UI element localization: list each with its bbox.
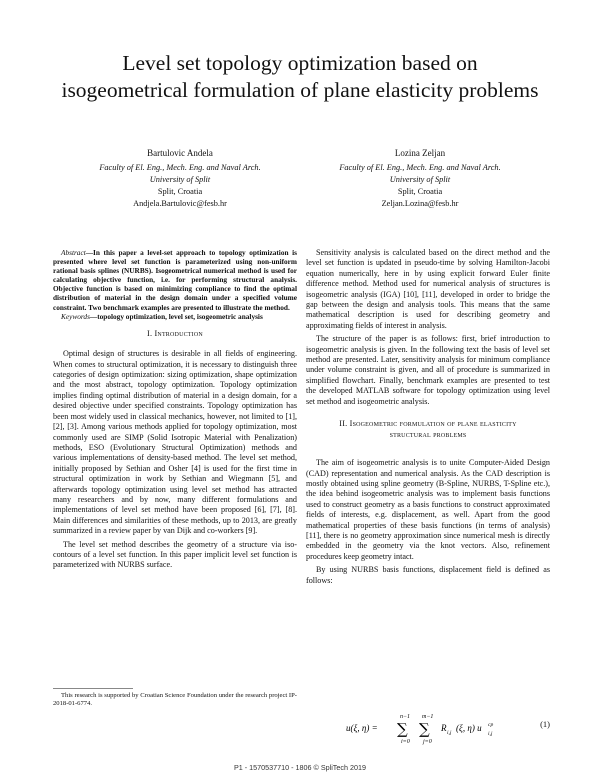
author-name: Bartulovic Andela <box>147 148 213 158</box>
section-title-line2: structural problems <box>389 429 467 439</box>
author-affiliation: Faculty of El. Eng., Mech. Eng. and Naval Arch. <box>99 163 261 172</box>
author-location: Split, Croatia <box>397 187 443 196</box>
paragraph: Sensitivity analysis is calculated based on the direct method and the level set function is updated in pseudo-time by solving Hamilton-Jacobi equation numerically, here in by using explicit forward Euler finite difference method. Method used for numerical analysis of structures is isogeometric analysis (IGA) [10], [11], developed in order to bridge the gap between the design and analysis tools. This means that the same mathematical description is used for describing geometry and approximating fields of interest in analysis. <box>306 248 550 330</box>
paragraph: By using NURBS basis functions, displacement field is defined as follows: <box>306 565 550 585</box>
footnote <box>53 692 297 708</box>
eq-sum2-sign: ∑ <box>419 720 430 738</box>
author-university: University of Split <box>149 175 211 184</box>
keywords <box>53 312 297 321</box>
author-block-2 <box>300 147 540 210</box>
author-name: Lozina Zeljan <box>394 148 446 158</box>
eq-term-sub: i,j <box>447 730 452 736</box>
section-heading-isogeometric <box>306 419 550 440</box>
eq-sum2-lower: j=0 <box>423 739 432 745</box>
keywords-text: topology optimization, level set, isogeometric analysis <box>97 311 263 321</box>
author-location: Split, Croatia <box>157 187 203 196</box>
section-title: Isogeometric formulation of plane elasticity <box>349 419 517 429</box>
section-heading-introduction <box>53 329 297 340</box>
section-numeral: I. <box>147 328 153 338</box>
right-column <box>306 248 550 589</box>
eq-sum2-upper: m−1 <box>422 714 434 720</box>
keywords-dash: — <box>89 311 98 321</box>
eq-term-args: (ξ, η) u <box>456 723 482 733</box>
equation-1 <box>306 710 550 746</box>
eq-sum1-upper: n−1 <box>400 714 411 720</box>
abstract-dash: — <box>85 248 94 257</box>
author-email[interactable]: Zeljan.Lozina@fesb.hr <box>381 199 459 208</box>
footnote-rule <box>53 688 133 689</box>
paper-title: Level set topology optimization based on isogeometrical formulation of plane elasticity problems <box>61 51 539 102</box>
paragraph: Optimal design of structures is desirable in all fields of engineering. When comes to structural optimization, it is necessary to distinguish three categories of design optimization: sizing optimization, shape optimization and the most abstract, topology optimization. Topology optimization implies finding optimal distribution of material in a design domain, for a desired objective under specified constraints. Topology optimization has been most widely used in classical mechanics, however, not limited to [1], [2], [3]. Among various methods applied for topology optimization, most commonly used are SIMP (Solid Isotropic Material with Penalization) methods, ESO (Evolutionary Structural Optimization) methods and various implementations of density-based method. The level set method, initially proposed by Sethian and Osher [4] is used for the first time in structural optimization in work by Sethian and Wiegmann [5], and afterwards topology optimization using level set method has attracted many researchers and by now, many different formulations and implementations of level set method have been proposed [6], [7], [8]. Main differences and similarities of these methods, up to 2013, are greatly summarized in a review paper by van Dijk and co-workers [9]. <box>53 349 297 536</box>
eq-u-sup: cp <box>488 722 494 728</box>
eq-u-sub: i,j <box>488 731 493 737</box>
eq-term: R <box>441 723 447 733</box>
author-affiliation: Faculty of El. Eng., Mech. Eng. and Naval Arch. <box>339 163 501 172</box>
page-footer: P1 - 1570537710 - 1806 © SpliTech 2019 <box>234 763 366 772</box>
paragraph: The level set method describes the geometry of a structure via iso-contours of a level set function. In this paper implicit level set function is parameterized with NURBS surface. <box>53 539 297 570</box>
eq-sum1-sign: ∑ <box>397 720 408 738</box>
abstract-text: In this paper a level-set approach to topology optimization is presented where level set function is parameterized using non-uniform rational basis splines (NURBS). Isogeometrical numerical method is used for calculating objective function, i.e. for performing structural analysis. Objective function is based on minimizing compliance to find the optimal distribution of material in the design domain under a specified volume constraint. Two benchmark examples are presented to illustrate the method. <box>53 248 297 312</box>
abstract-label: Abstract <box>61 248 86 257</box>
section-title: Introduction <box>154 328 203 338</box>
paragraph: The aim of isogeometric analysis is to unite Computer-Aided Design (CAD) representation and numerical analysis. As the CAD description is mostly obtained using spline geometry (B-Spline, NURBS, T-Spline etc.), the idea behind isogeometric analysis was to implement basis functions used to construct geometry as a basis functions to construct approximated fields of interests, e.g. displacement, as well. Apart from the good mathematical properties of these basis functions (in terms of analysis) [11], there is no geometry approximation since numerical mesh is directly embedded in the geometry via the knot vectors. Also, refinement procedures keep geometry intact. <box>306 458 550 561</box>
abstract <box>53 248 297 312</box>
equation-number: (1) <box>540 719 550 729</box>
equation-body <box>346 710 546 746</box>
author-block-1 <box>60 147 300 210</box>
left-column <box>53 248 297 574</box>
keywords-label: Keywords <box>61 311 90 321</box>
eq-lhs: u(ξ, η) = <box>346 723 378 733</box>
section-numeral: II. <box>339 419 348 429</box>
author-email[interactable]: Andjela.Bartulovic@fesb.hr <box>133 199 227 208</box>
eq-sum1-lower: i=0 <box>401 739 410 745</box>
paragraph: The structure of the paper is as follows: first, brief introduction to isogeometric analysis is given. In the following text the basis of level set method are presented. Later, sensitivity analysis for minimum compliance under volume constraint is given, and all of procedure is summarized in simplified flowchart. Finally, benchmark examples are presented to test the developed MATLAB software for topology optimization using level set method and isogeometric analysis. <box>306 334 550 406</box>
footnote-text: This research is supported by Croatian Science Foundation under the research project IP-2018-01-6774. <box>53 692 297 708</box>
author-university: University of Split <box>389 175 451 184</box>
